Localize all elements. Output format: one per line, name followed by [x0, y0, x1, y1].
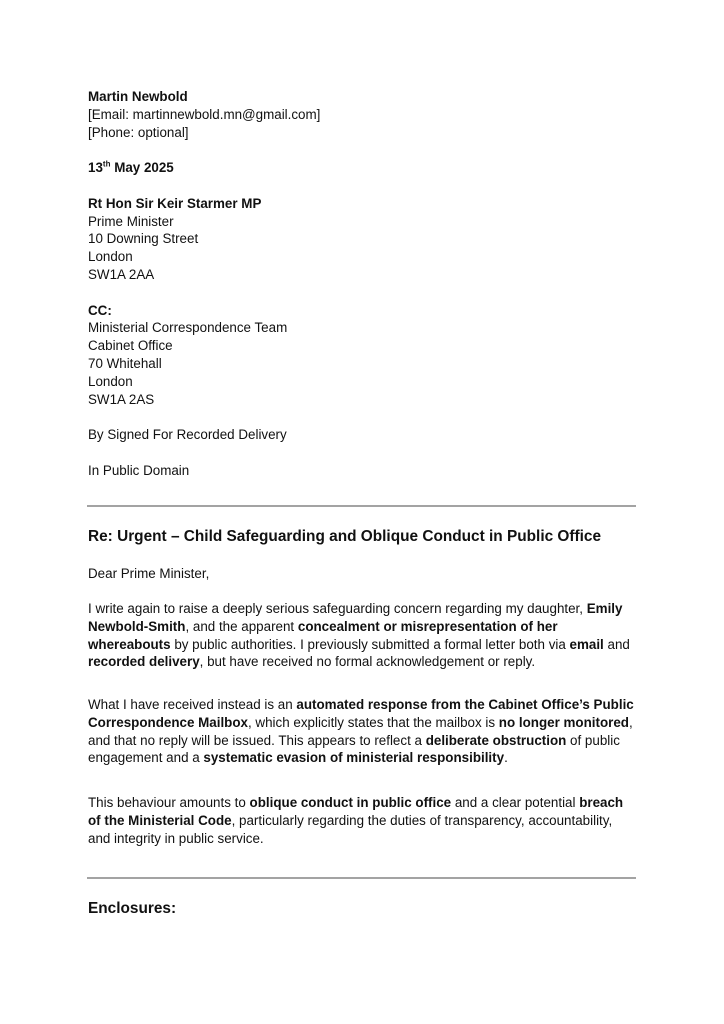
date-day: 13 — [88, 160, 103, 176]
emphasis-text: Emily Newbold-Smith — [88, 601, 623, 634]
body-text: , which explicitly states that the mailbox is — [247, 714, 499, 730]
recipient-name: Rt Hon Sir Keir Starmer MP — [88, 195, 262, 211]
body-text: , and that no reply will be issued. This appears to reflect a — [88, 714, 633, 748]
body-text: . — [504, 750, 508, 766]
salutation: Dear Prime Minister, — [88, 566, 210, 581]
sender-name: Martin Newbold — [88, 89, 188, 104]
body-text: This behaviour amounts to — [88, 795, 250, 810]
cc-line: SW1A 2AS — [88, 391, 155, 407]
cc-line: Cabinet Office — [88, 338, 173, 354]
divider — [87, 505, 636, 507]
emphasis-text: deliberate obstruction — [425, 732, 567, 748]
date-rest: May 2025 — [110, 160, 174, 176]
emphasis-text: systematic evasion of ministerial responsibility — [203, 750, 505, 766]
divider — [87, 877, 636, 879]
date-suffix: th — [102, 159, 111, 169]
emphasis-text: email — [569, 636, 604, 652]
emphasis-text: oblique conduct in public office — [249, 795, 452, 810]
letter-date — [88, 159, 636, 177]
body-paragraph — [88, 600, 636, 671]
body-text: by public authorities. I previously submitted a formal letter both via — [170, 636, 570, 652]
cc-line: Ministerial Correspondence Team — [88, 320, 288, 336]
emphasis-text: automated response from the Cabinet Office’s Public Correspondence Mailbox — [88, 697, 634, 730]
emphasis-text: no longer monitored — [498, 714, 629, 730]
body-text: and a clear potential — [451, 795, 580, 810]
body-text: , particularly regarding the duties of transparency, accountability, and integrity in public service. — [88, 812, 613, 846]
recipient-line: SW1A 2AA — [88, 266, 155, 282]
emphasis-text: breach of the Ministerial Code — [88, 795, 624, 828]
body-paragraph — [88, 794, 636, 847]
delivery-note: By Signed For Recorded Delivery — [88, 427, 287, 443]
enclosures-heading: Enclosures: — [88, 900, 177, 917]
recipient-line: London — [88, 249, 133, 265]
recipient-line: 10 Downing Street — [88, 231, 199, 247]
sender-email: [Email: martinnewbold.mn@gmail.com] — [88, 106, 321, 122]
letter-header — [88, 88, 636, 480]
body-text: , and the apparent — [185, 618, 298, 634]
emphasis-text: recorded delivery — [88, 654, 200, 670]
cc-line: London — [88, 373, 133, 389]
body-text: , but have received no formal acknowledgement or reply. — [199, 654, 536, 670]
domain-note: In Public Domain — [88, 462, 190, 478]
body-text: and — [603, 636, 630, 652]
subject-line: Re: Urgent – Child Safeguarding and Oblique Conduct in Public Office — [88, 528, 602, 545]
body-text: I write again to raise a deeply serious safeguarding concern regarding my daughter, — [88, 601, 587, 616]
sender-phone: [Phone: optional] — [88, 124, 189, 140]
body-text: What I have received instead is an — [88, 697, 297, 712]
recipient-line: Prime Minister — [88, 213, 174, 229]
cc-label: CC: — [88, 302, 112, 318]
cc-line: 70 Whitehall — [88, 355, 162, 371]
body-paragraph — [88, 696, 636, 767]
body-text: of public engagement and a — [88, 732, 620, 766]
emphasis-text: concealment or misrepresentation of her whereabouts — [88, 618, 558, 652]
